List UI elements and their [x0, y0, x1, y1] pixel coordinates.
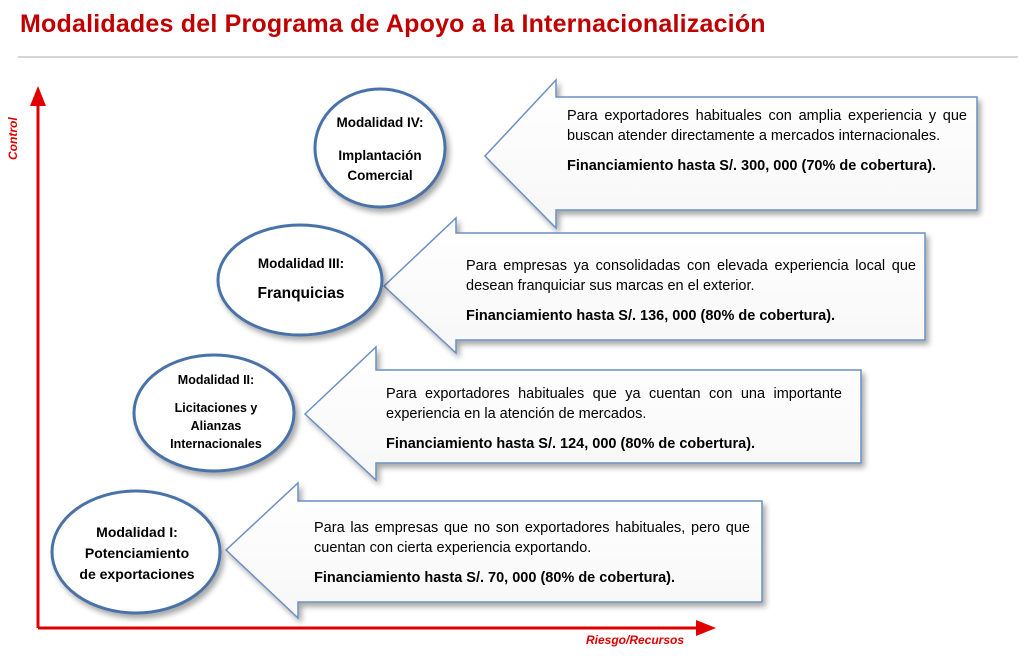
modality-subtitle: Internacionales [170, 437, 262, 451]
modality-financing: Financiamiento hasta S/. 124, 000 (80% de cobertura). [386, 436, 756, 452]
modality-subtitle: Comercial [347, 167, 413, 183]
modality-subtitle: Licitaciones y [174, 401, 258, 415]
page-title: Modalidades del Programa de Apoyo a la Internacionalización [20, 10, 766, 38]
x-axis-label: Riesgo/Recursos [586, 633, 685, 647]
modality-description: Para exportadores habituales con amplia experiencia y que buscan atender directamente a mercados internacionales. [567, 108, 967, 144]
callout-text-modalidad-iv [567, 106, 967, 176]
modality-financing: Financiamiento hasta S/. 300, 000 (70% de cobertura). [567, 158, 937, 174]
modality-subtitle: Implantación [338, 147, 422, 163]
modality-subtitle: de exportaciones [79, 565, 195, 582]
modality-subtitle: Alianzas [190, 419, 242, 433]
modality-name: Modalidad II: [177, 373, 255, 387]
oval-label-modalidad-i [58, 514, 216, 592]
callout-text-modalidad-i [314, 518, 750, 588]
modality-subtitle: Potenciamiento [84, 544, 190, 561]
modality-description: Para empresas ya consolidadas con elevada experiencia local que desean franquiciar sus marcas en el exterior. [466, 258, 916, 294]
y-axis [30, 86, 46, 628]
oval-label-modalidad-iv [320, 108, 440, 192]
oval-label-modalidad-iii [226, 244, 376, 314]
modality-name: Modalidad I: [96, 523, 178, 540]
modality-financing: Financiamiento hasta S/. 70, 000 (80% de cobertura). [314, 570, 676, 586]
modality-name: Modalidad III: [257, 255, 345, 271]
oval-label-modalidad-ii [142, 366, 290, 460]
modality-subtitle: Franquicias [257, 284, 345, 302]
modality-description: Para las empresas que no son exportadores habituales, pero que cuentan con cierta experiencia exportando. [314, 520, 750, 556]
callout-text-modalidad-ii [386, 384, 842, 454]
y-axis-label: Control [6, 117, 20, 160]
modality-name: Modalidad IV: [336, 114, 424, 130]
modality-description: Para exportadores habituales que ya cuentan con una importante experiencia en la atención de mercados. [386, 386, 842, 422]
modality-financing: Financiamiento hasta S/. 136, 000 (80% de cobertura). [466, 308, 836, 324]
callout-text-modalidad-iii [466, 256, 916, 326]
